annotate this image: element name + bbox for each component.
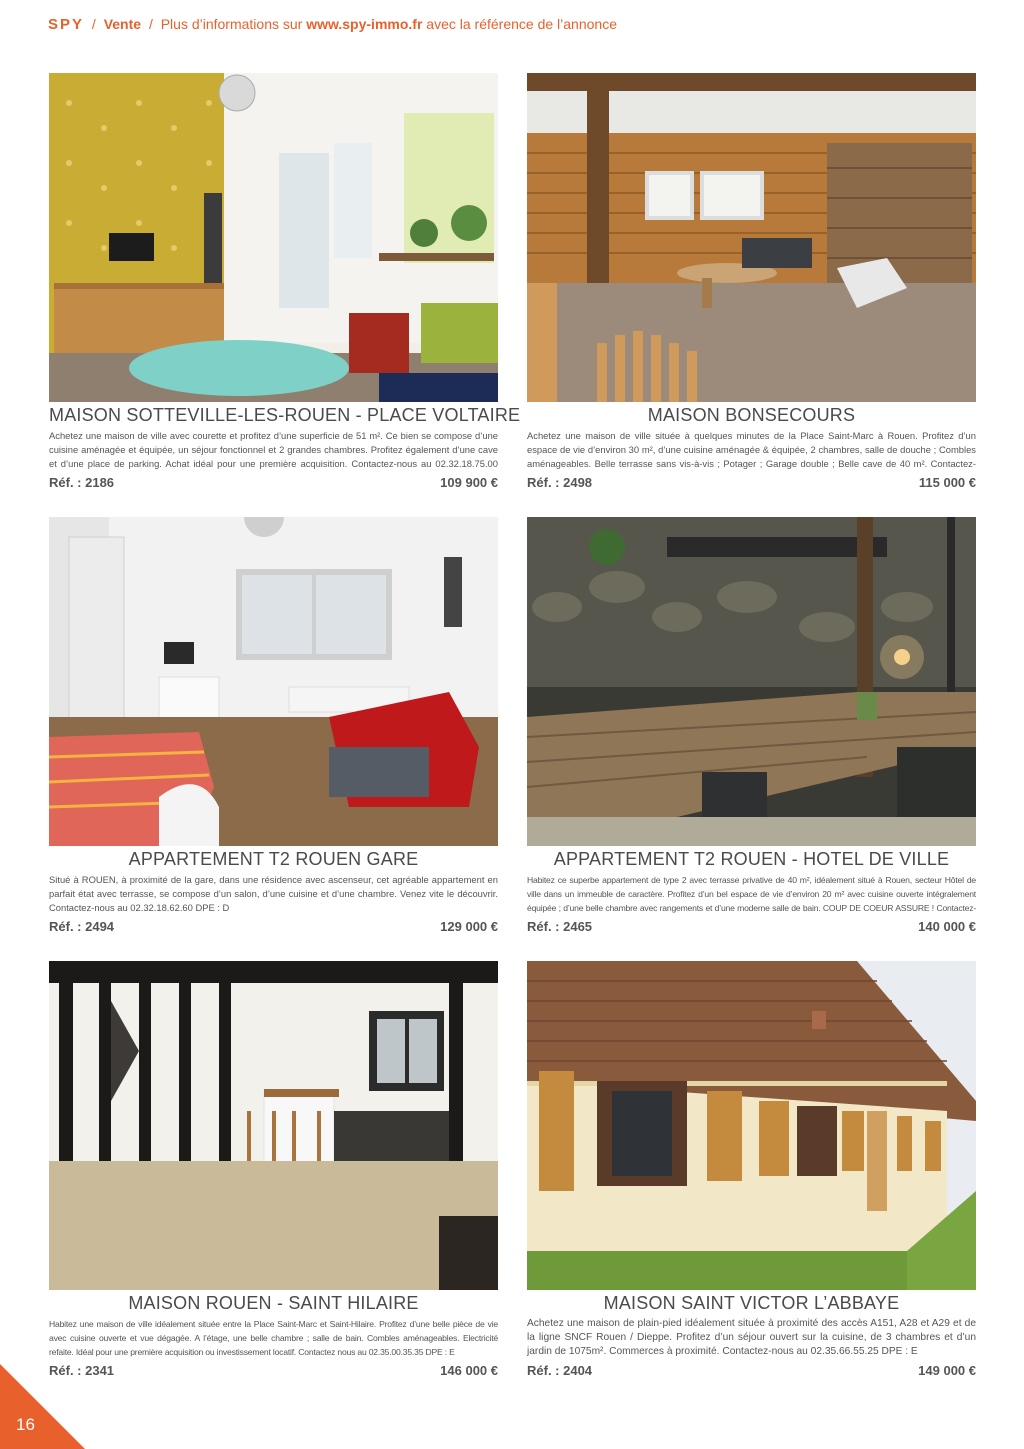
website-link[interactable]: www.spy-immo.fr [306,16,423,32]
listing-title: MAISON ROUEN - SAINT HILAIRE [128,1293,419,1313]
listing-description: Situé à ROUEN, à proximité de la gare, dans une résidence avec ascenseur, cet agréable appartement en parfait état avec terrasse, se compose d’un salon, d’une cuisine et d’une chambre. Venez vite le découvrir. Contactez-nous au 02.32.18.62.60 DPE : D [49,874,498,913]
listing-price: 140 000 € [918,919,976,934]
listing-ref: Réf. : 2404 [527,1363,593,1378]
listing-card [527,961,976,1378]
listing-title: MAISON BONSECOURS [647,405,856,425]
listing-photo[interactable] [527,517,976,846]
listing-card [527,73,976,490]
listing-footer [49,475,498,490]
listing-ref: Réf. : 2341 [49,1363,115,1378]
listing-footer [527,1363,976,1378]
listing-footer [527,475,976,490]
listing-footer [527,919,976,934]
listing-price: 129 000 € [440,919,498,934]
listing-ref: Réf. : 2465 [527,919,593,934]
listing-title: APPARTEMENT T2 ROUEN GARE [128,849,419,869]
listing-footer [49,1363,498,1378]
brand-logo: SPY [48,16,85,33]
header-separator: / [91,16,96,32]
listing-price: 109 900 € [440,475,498,490]
listing-photo[interactable] [527,961,976,1290]
listing-photo[interactable] [49,73,498,402]
listing-title: MAISON SOTTEVILLE-LES-ROUEN - PLACE VOLTAIRE [49,405,521,425]
listing-price: 115 000 € [918,475,976,490]
listing-ref: Réf. : 2186 [49,475,115,490]
page-corner-decoration [0,1364,85,1449]
listing-description: Achetez une maison de ville avec courette et profitez d’une superficie de 51 m². Ce bien se compose d’une cuisine aménagée et équipée, un séjour fonctionnel et 2 grandes chambres. Profitez également d’une cave et d’une place de parking. Achat idéal pour une première acquisition. Contactez-nous au 02.32.18.75.00 [49,430,498,469]
listing-description: Habitez ce superbe appartement de type 2 avec terrasse privative de 40 m², idéalement situé à Rouen, secteur Hôtel de ville dans un immeuble de caractère. Profitez d’un bel espace de vie d’environ 20 m² avec cuisine ouverte intégralement équipée ; d’une belle chambre avec rangements et d’une moderne salle de bain. COUP DE COEUR ASSURE ! Contactez- [527,875,976,913]
listing-card [527,517,976,934]
page-header [48,16,617,33]
listing-card [49,517,498,934]
header-text-after: avec la référence de l’annonce [422,16,617,32]
listing-description: Achetez une maison de plain-pied idéalement située à proximité des accès A151, A28 et A29 et de la ligne SNCF Rouen / Dieppe. Profitez d’un séjour ouvert sur la cuisine, de 3 chambres et d’un jardin de 1075m². Commerces à proximité. Contactez-nous au 02.35.66.55.25 DPE : E [527,1318,976,1357]
header-separator: / [148,16,153,32]
listing-description: Achetez une maison de ville située à quelques minutes de la Place Saint-Marc à Rouen. Profitez d’un espace de vie d’environ 30 m², d’une cuisine aménagée & équipée, 2 chambres, salle de douche ; Combles aménageables. Belle terrasse sans vis-à-vis ; Potager ; Garage double ; Belle cave de 40 m². Contactez- [527,430,976,469]
listing-photo[interactable] [49,517,498,846]
listing-photo[interactable] [527,73,976,402]
page-number: 16 [16,1415,35,1434]
listing-price: 146 000 € [440,1363,498,1378]
listing-title: APPARTEMENT T2 ROUEN - HOTEL DE VILLE [553,849,950,869]
header-text-before: Plus d’informations sur [160,16,307,32]
listing-card [49,961,498,1378]
listing-title: MAISON SAINT VICTOR L’ABBAYE [603,1293,900,1313]
listing-description: Habitez une maison de ville idéalement située entre la Place Saint-Marc et Saint-Hilaire. Profitez d’une belle pièce de vie avec cuisine ouverte et vue dégagée. A l’étage, une belle chambre ; salle de bain. Combles aménageables. Electricité refaite. Idéal pour une première acquisition ou investissement locatif. Contactez nous au 02.35.00.35.35 DPE : E [49,1319,498,1357]
listing-ref: Réf. : 2498 [527,475,593,490]
listing-footer [49,919,498,934]
section-label: Vente [103,16,142,32]
listing-photo[interactable] [49,961,498,1290]
listing-card [49,73,521,490]
listing-ref: Réf. : 2494 [49,919,115,934]
listing-price: 149 000 € [918,1363,976,1378]
